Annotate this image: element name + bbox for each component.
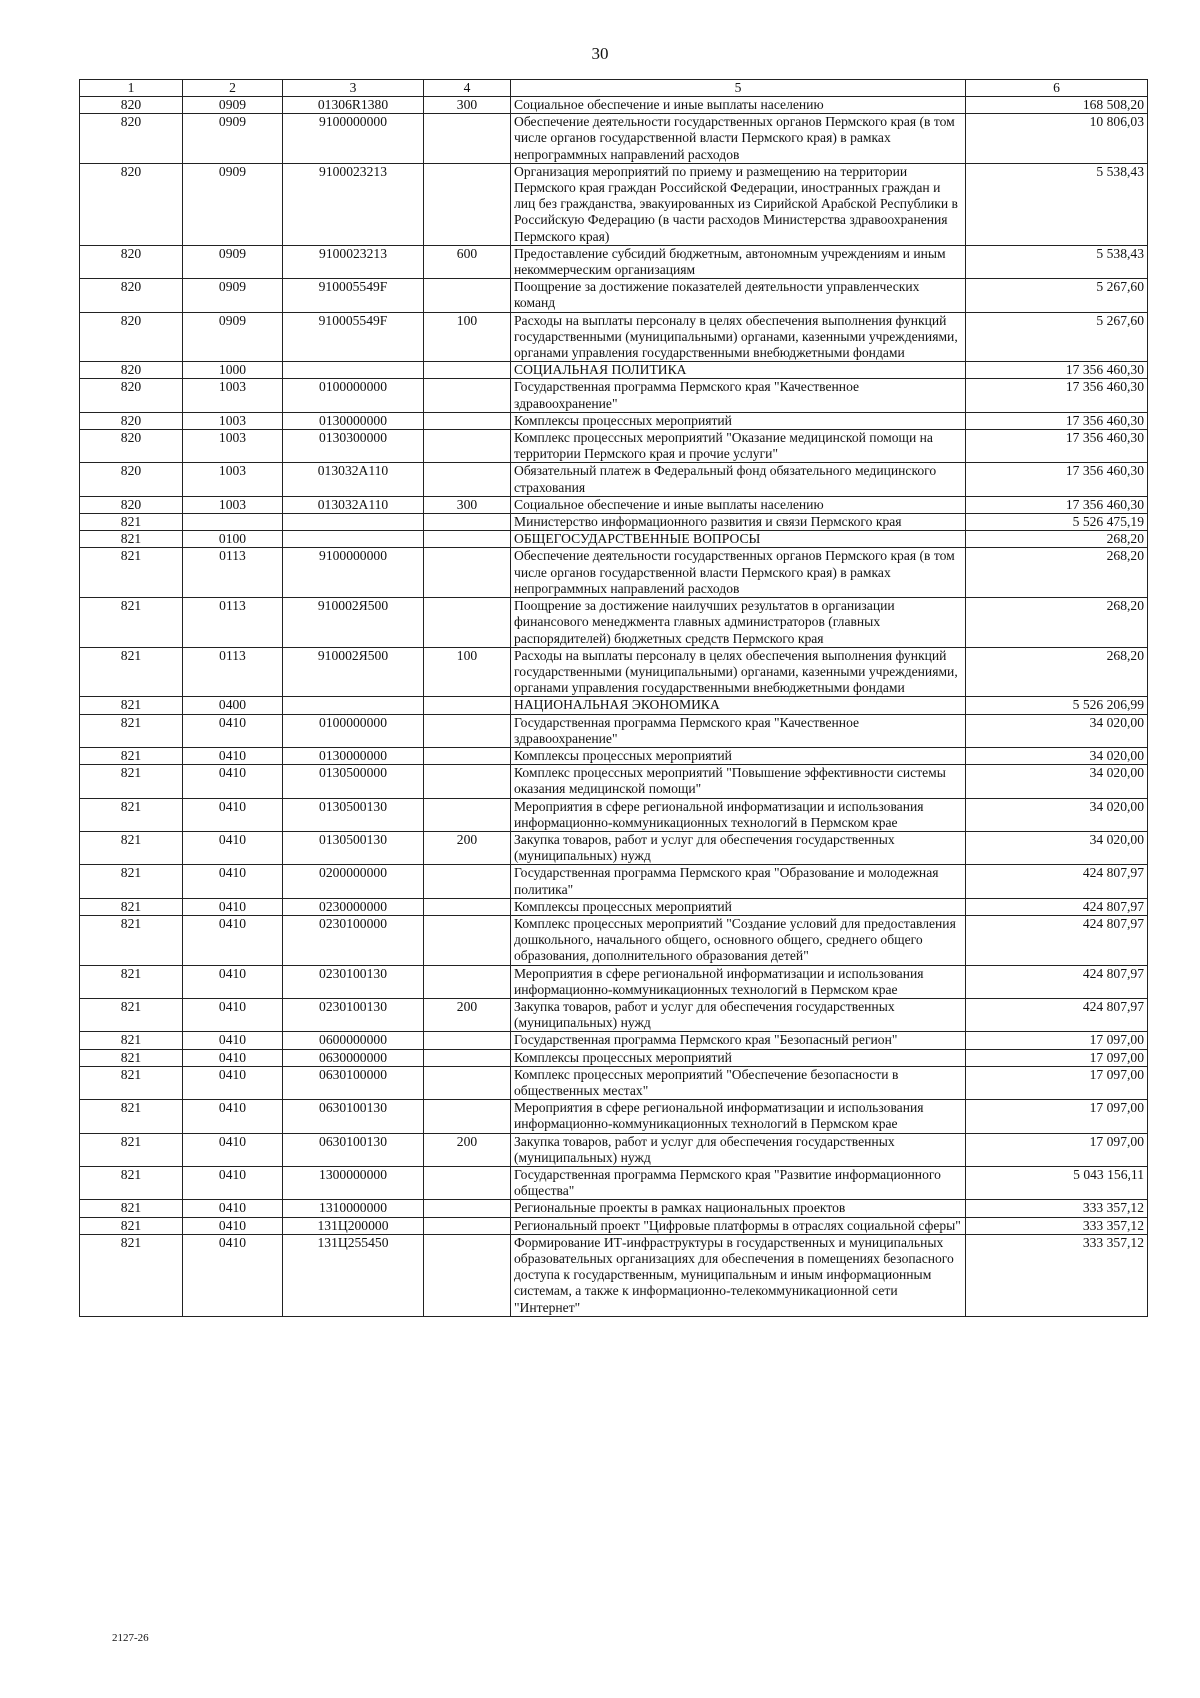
expense-type-cell: [424, 697, 511, 714]
admin-code-cell: 821: [80, 1049, 183, 1066]
description-cell: Расходы на выплаты персоналу в целях обеспечения выполнения функций государственными (муниципальными) органами, казенными учреждениями, органами управления государственными внебюджетными фондами: [511, 647, 966, 697]
section-code-cell: 0113: [183, 647, 283, 697]
description-cell: Социальное обеспечение и иные выплаты населению: [511, 496, 966, 513]
table-row: [80, 898, 1148, 915]
description-cell: Обеспечение деятельности государственных органов Пермского края (в том числе органов государственной власти Пермского края) в рамках непрограммных направлений расходов: [511, 114, 966, 164]
description-cell: Закупка товаров, работ и услуг для обеспечения государственных (муниципальных) нужд: [511, 1133, 966, 1166]
expense-type-cell: [424, 747, 511, 764]
description-cell: Комплексы процессных мероприятий: [511, 898, 966, 915]
table-row: [80, 998, 1148, 1031]
header-row: [80, 80, 1148, 97]
expense-type-cell: [424, 1167, 511, 1200]
description-cell: Государственная программа Пермского края "Качественное здравоохранение": [511, 379, 966, 412]
table-row: [80, 430, 1148, 463]
expense-type-cell: [424, 1032, 511, 1049]
amount-cell: 34 020,00: [966, 798, 1148, 831]
admin-code-cell: 820: [80, 312, 183, 362]
amount-cell: 5 043 156,11: [966, 1167, 1148, 1200]
page-number: 30: [591, 44, 609, 63]
target-code-cell: 131Ц255450: [283, 1234, 424, 1316]
admin-code-cell: 820: [80, 279, 183, 312]
section-code-cell: 0909: [183, 163, 283, 245]
target-code-cell: 910002Я500: [283, 647, 424, 697]
section-code-cell: 0410: [183, 798, 283, 831]
description-cell: Мероприятия в сфере региональной информатизации и использования информационно-коммуникационных технологий в Пермском крае: [511, 1100, 966, 1133]
target-code-cell: [283, 514, 424, 531]
description-cell: Обеспечение деятельности государственных органов Пермского края (в том числе органов государственной власти Пермского края) в рамках непрограммных направлений расходов: [511, 548, 966, 598]
table-row: [80, 279, 1148, 312]
target-code-cell: 910005549F: [283, 279, 424, 312]
table-row: [80, 496, 1148, 513]
amount-cell: 17 356 460,30: [966, 496, 1148, 513]
admin-code-cell: 820: [80, 362, 183, 379]
amount-cell: 424 807,97: [966, 865, 1148, 898]
table-row: [80, 865, 1148, 898]
amount-cell: 268,20: [966, 598, 1148, 648]
target-code-cell: 0130000000: [283, 747, 424, 764]
description-cell: Комплексы процессных мероприятий: [511, 412, 966, 429]
expense-type-cell: 100: [424, 647, 511, 697]
amount-cell: 17 356 460,30: [966, 430, 1148, 463]
table-row: [80, 1100, 1148, 1133]
target-code-cell: [283, 531, 424, 548]
amount-cell: 5 538,43: [966, 245, 1148, 278]
admin-code-cell: 821: [80, 998, 183, 1031]
section-code-cell: 0909: [183, 279, 283, 312]
admin-code-cell: 821: [80, 531, 183, 548]
admin-code-cell: 821: [80, 548, 183, 598]
section-code-cell: 0400: [183, 697, 283, 714]
expense-type-cell: [424, 279, 511, 312]
expense-type-cell: [424, 379, 511, 412]
section-code-cell: 0410: [183, 765, 283, 798]
table-row: [80, 531, 1148, 548]
amount-cell: 17 097,00: [966, 1049, 1148, 1066]
description-cell: Поощрение за достижение показателей деятельности управленческих команд: [511, 279, 966, 312]
expense-type-cell: [424, 898, 511, 915]
section-code-cell: 0113: [183, 598, 283, 648]
admin-code-cell: 821: [80, 697, 183, 714]
amount-cell: 17 356 460,30: [966, 379, 1148, 412]
table-row: [80, 362, 1148, 379]
target-code-cell: 910005549F: [283, 312, 424, 362]
header-cell-2: 2: [183, 80, 283, 97]
admin-code-cell: 820: [80, 245, 183, 278]
expense-type-cell: [424, 1066, 511, 1099]
target-code-cell: 9100023213: [283, 245, 424, 278]
expense-type-cell: 100: [424, 312, 511, 362]
description-cell: Закупка товаров, работ и услуг для обеспечения государственных (муниципальных) нужд: [511, 998, 966, 1031]
expense-type-cell: [424, 412, 511, 429]
header-cell-1: 1: [80, 80, 183, 97]
description-cell: Государственная программа Пермского края "Безопасный регион": [511, 1032, 966, 1049]
expense-type-cell: 200: [424, 831, 511, 864]
section-code-cell: 1003: [183, 463, 283, 496]
table-row: [80, 915, 1148, 965]
amount-cell: 17 097,00: [966, 1100, 1148, 1133]
description-cell: Региональный проект "Цифровые платформы в отраслях социальной сферы": [511, 1217, 966, 1234]
admin-code-cell: 821: [80, 1032, 183, 1049]
expense-type-cell: 200: [424, 1133, 511, 1166]
description-cell: НАЦИОНАЛЬНАЯ ЭКОНОМИКА: [511, 697, 966, 714]
description-cell: Закупка товаров, работ и услуг для обеспечения государственных (муниципальных) нужд: [511, 831, 966, 864]
expense-type-cell: [424, 965, 511, 998]
section-code-cell: 0909: [183, 114, 283, 164]
description-cell: Социальное обеспечение и иные выплаты населению: [511, 97, 966, 114]
table-row: [80, 1032, 1148, 1049]
section-code-cell: 0410: [183, 1100, 283, 1133]
section-code-cell: 0909: [183, 97, 283, 114]
amount-cell: 424 807,97: [966, 915, 1148, 965]
expense-type-cell: [424, 765, 511, 798]
table-row: [80, 245, 1148, 278]
expense-type-cell: [424, 1100, 511, 1133]
target-code-cell: 0200000000: [283, 865, 424, 898]
target-code-cell: [283, 697, 424, 714]
description-cell: СОЦИАЛЬНАЯ ПОЛИТИКА: [511, 362, 966, 379]
target-code-cell: 9100023213: [283, 163, 424, 245]
header-cell-3: 3: [283, 80, 424, 97]
admin-code-cell: 821: [80, 598, 183, 648]
description-cell: Обязательный платеж в Федеральный фонд обязательного медицинского страхования: [511, 463, 966, 496]
table-row: [80, 1133, 1148, 1166]
table-row: [80, 697, 1148, 714]
amount-cell: 34 020,00: [966, 831, 1148, 864]
section-code-cell: 0100: [183, 531, 283, 548]
admin-code-cell: 821: [80, 714, 183, 747]
description-cell: ОБЩЕГОСУДАРСТВЕННЫЕ ВОПРОСЫ: [511, 531, 966, 548]
target-code-cell: 1310000000: [283, 1200, 424, 1217]
amount-cell: 5 538,43: [966, 163, 1148, 245]
admin-code-cell: 820: [80, 412, 183, 429]
section-code-cell: 0909: [183, 312, 283, 362]
admin-code-cell: 821: [80, 765, 183, 798]
target-code-cell: 9100000000: [283, 548, 424, 598]
amount-cell: 17 097,00: [966, 1066, 1148, 1099]
section-code-cell: 0410: [183, 1066, 283, 1099]
table-row: [80, 1049, 1148, 1066]
expense-type-cell: [424, 463, 511, 496]
expense-type-cell: [424, 163, 511, 245]
expense-type-cell: [424, 1217, 511, 1234]
header-cell-5: 5: [511, 80, 966, 97]
amount-cell: 10 806,03: [966, 114, 1148, 164]
target-code-cell: 013032A110: [283, 463, 424, 496]
expense-type-cell: [424, 865, 511, 898]
description-cell: Мероприятия в сфере региональной информатизации и использования информационно-коммуникационных технологий в Пермском крае: [511, 798, 966, 831]
expense-type-cell: 200: [424, 998, 511, 1031]
amount-cell: 17 356 460,30: [966, 362, 1148, 379]
description-cell: Государственная программа Пермского края "Образование и молодежная политика": [511, 865, 966, 898]
section-code-cell: 0410: [183, 831, 283, 864]
amount-cell: 17 356 460,30: [966, 412, 1148, 429]
admin-code-cell: 821: [80, 1133, 183, 1166]
section-code-cell: 0410: [183, 1032, 283, 1049]
description-cell: Поощрение за достижение наилучших результатов в организации финансового менеджмента главных администраторов (главных распорядителей) бюджетных средств Пермского края: [511, 598, 966, 648]
target-code-cell: 0630100130: [283, 1100, 424, 1133]
section-code-cell: 0410: [183, 965, 283, 998]
description-cell: Министерство информационного развития и связи Пермского края: [511, 514, 966, 531]
section-code-cell: 0410: [183, 1049, 283, 1066]
table-row: [80, 312, 1148, 362]
section-code-cell: 0410: [183, 915, 283, 965]
expense-type-cell: [424, 598, 511, 648]
target-code-cell: 0230100130: [283, 998, 424, 1031]
table-row: [80, 514, 1148, 531]
amount-cell: 268,20: [966, 531, 1148, 548]
amount-cell: 333 357,12: [966, 1234, 1148, 1316]
description-cell: Организация мероприятий по приему и размещению на территории Пермского края граждан Российской Федерации, иностранных граждан и лиц без гражданства, эвакуированных из Сирийской Арабской Республики в Российскую Федерацию (в части расходов Министерства здравоохранения Пермского края): [511, 163, 966, 245]
admin-code-cell: 820: [80, 430, 183, 463]
section-code-cell: 0410: [183, 714, 283, 747]
table-row: [80, 1200, 1148, 1217]
amount-cell: 424 807,97: [966, 898, 1148, 915]
admin-code-cell: 821: [80, 1066, 183, 1099]
admin-code-cell: 820: [80, 163, 183, 245]
amount-cell: 5 267,60: [966, 312, 1148, 362]
table-row: [80, 714, 1148, 747]
expense-type-cell: [424, 1234, 511, 1316]
admin-code-cell: 821: [80, 865, 183, 898]
expense-type-cell: [424, 548, 511, 598]
amount-cell: 34 020,00: [966, 714, 1148, 747]
amount-cell: 17 356 460,30: [966, 463, 1148, 496]
amount-cell: 17 097,00: [966, 1133, 1148, 1166]
admin-code-cell: 821: [80, 1200, 183, 1217]
description-cell: Комплекс процессных мероприятий "Повышение эффективности системы оказания медицинской помощи": [511, 765, 966, 798]
table-row: [80, 379, 1148, 412]
section-code-cell: 1003: [183, 412, 283, 429]
admin-code-cell: 821: [80, 1167, 183, 1200]
admin-code-cell: 820: [80, 496, 183, 513]
description-cell: Расходы на выплаты персоналу в целях обеспечения выполнения функций государственными (муниципальными) органами, казенными учреждениями, органами управления государственными внебюджетными фондами: [511, 312, 966, 362]
section-code-cell: 0410: [183, 898, 283, 915]
section-code-cell: 1003: [183, 379, 283, 412]
target-code-cell: 0130500130: [283, 831, 424, 864]
table-row: [80, 1066, 1148, 1099]
target-code-cell: 0630000000: [283, 1049, 424, 1066]
amount-cell: 5 526 206,99: [966, 697, 1148, 714]
amount-cell: 333 357,12: [966, 1200, 1148, 1217]
table-row: [80, 97, 1148, 114]
expense-type-cell: [424, 362, 511, 379]
amount-cell: 424 807,97: [966, 965, 1148, 998]
footer-code: 2127-26: [112, 1632, 149, 1644]
table-body: [80, 97, 1148, 1317]
target-code-cell: 0230100000: [283, 915, 424, 965]
section-code-cell: 1000: [183, 362, 283, 379]
expense-type-cell: [424, 430, 511, 463]
admin-code-cell: 820: [80, 463, 183, 496]
section-code-cell: 0113: [183, 548, 283, 598]
expense-type-cell: 600: [424, 245, 511, 278]
admin-code-cell: 820: [80, 97, 183, 114]
description-cell: Комплекс процессных мероприятий "Оказание медицинской помощи на территории Пермского края и прочие услуги": [511, 430, 966, 463]
table-row: [80, 831, 1148, 864]
description-cell: Формирование ИТ-инфраструктуры в государственных и муниципальных образовательных организациях для обеспечения в помещениях безопасного доступа к государственным, муниципальным и иным информационным системам, а также к информационно-телекоммуникационной сети "Интернет": [511, 1234, 966, 1316]
section-code-cell: 0410: [183, 1167, 283, 1200]
amount-cell: 34 020,00: [966, 765, 1148, 798]
table-row: [80, 548, 1148, 598]
admin-code-cell: 821: [80, 1234, 183, 1316]
target-code-cell: 0230100130: [283, 965, 424, 998]
table-row: [80, 463, 1148, 496]
table-row: [80, 965, 1148, 998]
target-code-cell: 013032A110: [283, 496, 424, 513]
target-code-cell: 0130000000: [283, 412, 424, 429]
description-cell: Мероприятия в сфере региональной информатизации и использования информационно-коммуникационных технологий в Пермском крае: [511, 965, 966, 998]
admin-code-cell: 821: [80, 514, 183, 531]
header-cell-4: 4: [424, 80, 511, 97]
target-code-cell: 0100000000: [283, 379, 424, 412]
expense-type-cell: [424, 714, 511, 747]
table-row: [80, 747, 1148, 764]
expense-type-cell: 300: [424, 97, 511, 114]
admin-code-cell: 821: [80, 1217, 183, 1234]
description-cell: Государственная программа Пермского края "Развитие информационного общества": [511, 1167, 966, 1200]
target-code-cell: 01306R1380: [283, 97, 424, 114]
expense-type-cell: [424, 915, 511, 965]
description-cell: Предоставление субсидий бюджетным, автономным учреждениям и иным некоммерческим организациям: [511, 245, 966, 278]
amount-cell: 5 267,60: [966, 279, 1148, 312]
admin-code-cell: 821: [80, 1100, 183, 1133]
admin-code-cell: 821: [80, 747, 183, 764]
target-code-cell: 0130500130: [283, 798, 424, 831]
target-code-cell: 131Ц200000: [283, 1217, 424, 1234]
target-code-cell: 0630100000: [283, 1066, 424, 1099]
target-code-cell: [283, 362, 424, 379]
target-code-cell: 1300000000: [283, 1167, 424, 1200]
admin-code-cell: 821: [80, 898, 183, 915]
expense-type-cell: 300: [424, 496, 511, 513]
section-code-cell: 0410: [183, 1133, 283, 1166]
expense-type-cell: [424, 114, 511, 164]
section-code-cell: 0410: [183, 998, 283, 1031]
amount-cell: 168 508,20: [966, 97, 1148, 114]
table-row: [80, 647, 1148, 697]
target-code-cell: 0130500000: [283, 765, 424, 798]
amount-cell: 268,20: [966, 647, 1148, 697]
section-code-cell: [183, 514, 283, 531]
amount-cell: 333 357,12: [966, 1217, 1148, 1234]
table-row: [80, 1234, 1148, 1316]
budget-table: [79, 79, 1148, 1317]
target-code-cell: 0230000000: [283, 898, 424, 915]
table-row: [80, 114, 1148, 164]
target-code-cell: 0130300000: [283, 430, 424, 463]
expense-type-cell: [424, 798, 511, 831]
description-cell: Комплекс процессных мероприятий "Обеспечение безопасности в общественных местах": [511, 1066, 966, 1099]
amount-cell: 17 097,00: [966, 1032, 1148, 1049]
description-cell: Региональные проекты в рамках национальных проектов: [511, 1200, 966, 1217]
header-cell-6: 6: [966, 80, 1148, 97]
admin-code-cell: 820: [80, 379, 183, 412]
table-row: [80, 798, 1148, 831]
expense-type-cell: [424, 1049, 511, 1066]
description-cell: Комплексы процессных мероприятий: [511, 1049, 966, 1066]
target-code-cell: 0100000000: [283, 714, 424, 747]
expense-type-cell: [424, 514, 511, 531]
section-code-cell: 0410: [183, 1200, 283, 1217]
target-code-cell: 0630100130: [283, 1133, 424, 1166]
section-code-cell: 0410: [183, 747, 283, 764]
section-code-cell: 1003: [183, 496, 283, 513]
admin-code-cell: 820: [80, 114, 183, 164]
table-row: [80, 765, 1148, 798]
admin-code-cell: 821: [80, 915, 183, 965]
admin-code-cell: 821: [80, 647, 183, 697]
table-row: [80, 1217, 1148, 1234]
amount-cell: 5 526 475,19: [966, 514, 1148, 531]
table-row: [80, 598, 1148, 648]
amount-cell: 268,20: [966, 548, 1148, 598]
admin-code-cell: 821: [80, 965, 183, 998]
amount-cell: 34 020,00: [966, 747, 1148, 764]
amount-cell: 424 807,97: [966, 998, 1148, 1031]
table-row: [80, 1167, 1148, 1200]
section-code-cell: 0909: [183, 245, 283, 278]
admin-code-cell: 821: [80, 798, 183, 831]
admin-code-cell: 821: [80, 831, 183, 864]
expense-type-cell: [424, 1200, 511, 1217]
target-code-cell: 910002Я500: [283, 598, 424, 648]
section-code-cell: 0410: [183, 865, 283, 898]
target-code-cell: 0600000000: [283, 1032, 424, 1049]
description-cell: Государственная программа Пермского края "Качественное здравоохранение": [511, 714, 966, 747]
table-row: [80, 412, 1148, 429]
section-code-cell: 0410: [183, 1217, 283, 1234]
description-cell: Комплекс процессных мероприятий "Создание условий для предоставления дошкольного, начального общего, основного общего, среднего общего образования, дополнительного образования детей": [511, 915, 966, 965]
section-code-cell: 1003: [183, 430, 283, 463]
table-row: [80, 163, 1148, 245]
description-cell: Комплексы процессных мероприятий: [511, 747, 966, 764]
expense-type-cell: [424, 531, 511, 548]
section-code-cell: 0410: [183, 1234, 283, 1316]
target-code-cell: 9100000000: [283, 114, 424, 164]
